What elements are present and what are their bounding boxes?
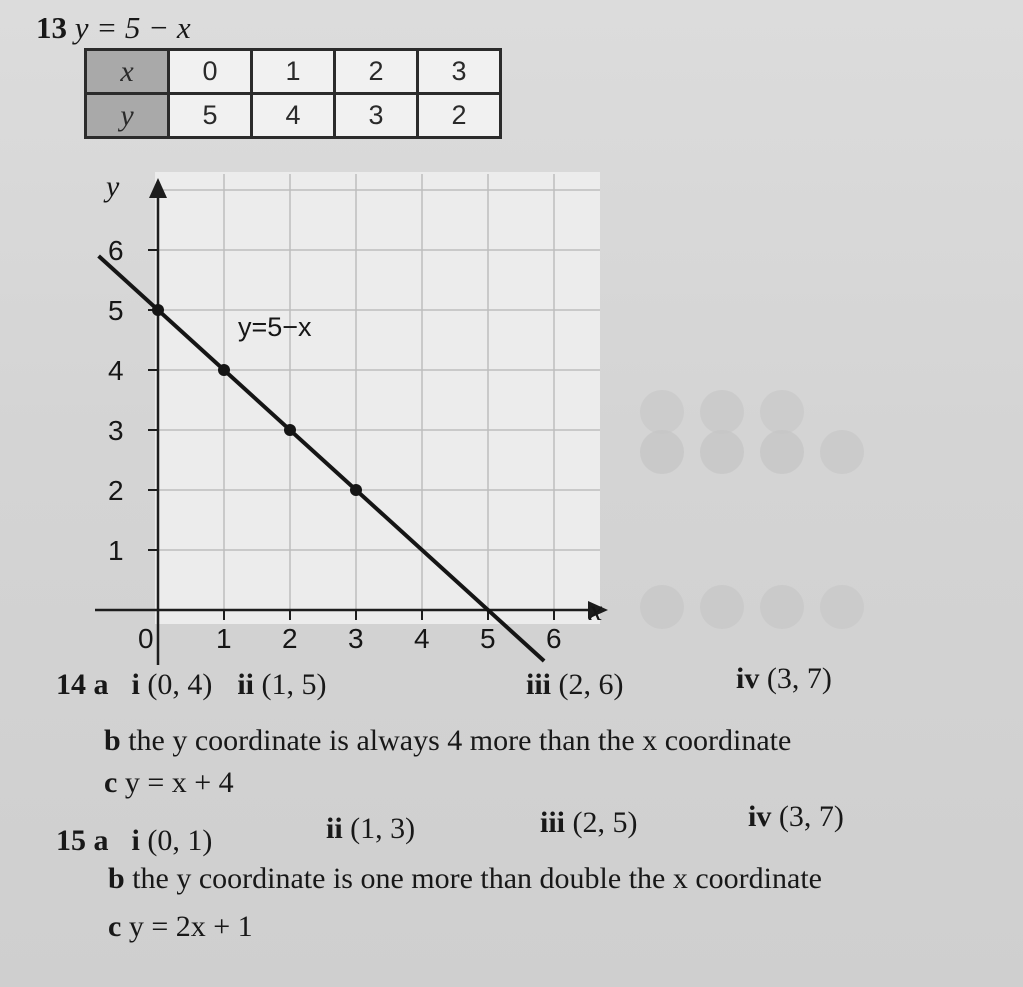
answer-coordinate: (1, 3)	[350, 812, 416, 845]
data-point	[218, 364, 230, 376]
answer-coordinate: (2, 5)	[572, 806, 638, 839]
answer-part-label: i	[131, 824, 140, 857]
y-tick-label: 2	[108, 475, 124, 506]
question-13-equation: y = 5 − x	[74, 10, 191, 45]
table-cell: 5	[169, 94, 252, 138]
question-14-b-label: b	[104, 724, 121, 757]
x-tick-label: 4	[414, 623, 430, 654]
x-tick-label: 1	[216, 623, 232, 654]
answer-part-label: iv	[736, 662, 760, 695]
x-tick-label: 2	[282, 623, 298, 654]
table-of-values	[84, 48, 502, 139]
question-14-b-text: the y coordinate is always 4 more than the x coordinate	[128, 724, 792, 757]
table-row-x	[86, 50, 501, 94]
x-tick-label: 6	[546, 623, 562, 654]
answer-coordinate: (1, 5)	[261, 668, 327, 701]
table-cell: 2	[335, 50, 418, 94]
question-15-number: 15	[56, 824, 86, 857]
question-14-part-a-iv	[736, 662, 832, 696]
x-tick-label: 0	[138, 623, 154, 654]
answer-part-label: i	[131, 668, 140, 701]
answer-coordinate: (0, 1)	[147, 824, 213, 857]
question-15-a-label: a	[93, 824, 109, 857]
data-point	[284, 424, 296, 436]
question-14-c-text: y = x + 4	[124, 766, 234, 799]
question-13-number: 13	[36, 10, 67, 45]
question-15-b-text: the y coordinate is one more than double the x coordinate	[132, 862, 822, 895]
y-tick-label: 5	[108, 295, 124, 326]
table-cell: 3	[335, 94, 418, 138]
y-tick-label: 3	[108, 415, 124, 446]
x-tick-label: 5	[480, 623, 496, 654]
question-14-part-a-iii	[526, 668, 624, 702]
data-point	[152, 304, 164, 316]
question-15-part-c	[108, 910, 253, 944]
answer-coordinate: (3, 7)	[778, 800, 844, 833]
question-15-part-b	[108, 862, 822, 896]
table-x-header: x	[86, 50, 169, 94]
line-label: y=5−x	[238, 312, 312, 342]
question-13-heading	[36, 10, 191, 46]
answer-part-label: iv	[748, 800, 772, 833]
question-14-part-b	[104, 724, 791, 758]
table-y-header: y	[86, 94, 169, 138]
question-15-part-a-iv	[748, 800, 844, 834]
y-axis-label: y	[106, 170, 120, 203]
y-tick-label: 1	[108, 535, 124, 566]
question-14-c-label: c	[104, 766, 118, 799]
question-14-part-a	[56, 668, 326, 702]
question-15-c-text: y = 2x + 1	[128, 910, 253, 943]
line-graph	[0, 160, 640, 670]
data-point	[350, 484, 362, 496]
question-15-b-label: b	[108, 862, 125, 895]
question-15-part-a-ii	[326, 812, 415, 846]
question-14-a-label: a	[93, 668, 109, 701]
table-cell: 3	[418, 50, 501, 94]
table-cell: 4	[252, 94, 335, 138]
answer-coordinate: (0, 4)	[147, 668, 213, 701]
answer-part-label: ii	[326, 812, 343, 845]
question-15-c-label: c	[108, 910, 122, 943]
y-tick-label: 4	[108, 355, 124, 386]
x-tick-label: 3	[348, 623, 364, 654]
y-tick-label: 6	[108, 235, 124, 266]
question-14-number: 14	[56, 668, 86, 701]
question-15-part-a-iii	[540, 806, 638, 840]
graph-paper	[155, 172, 600, 624]
answer-coordinate: (2, 6)	[558, 668, 624, 701]
question-15-part-a	[56, 824, 212, 858]
table-cell: 0	[169, 50, 252, 94]
answer-part-label: iii	[526, 668, 552, 701]
table-cell: 2	[418, 94, 501, 138]
answer-part-label: ii	[237, 668, 254, 701]
table-row-y	[86, 94, 501, 138]
answer-part-label: iii	[540, 806, 566, 839]
table-cell: 1	[252, 50, 335, 94]
x-axis-label: x	[589, 594, 603, 627]
answer-coordinate: (3, 7)	[766, 662, 832, 695]
question-14-part-c	[104, 766, 234, 800]
